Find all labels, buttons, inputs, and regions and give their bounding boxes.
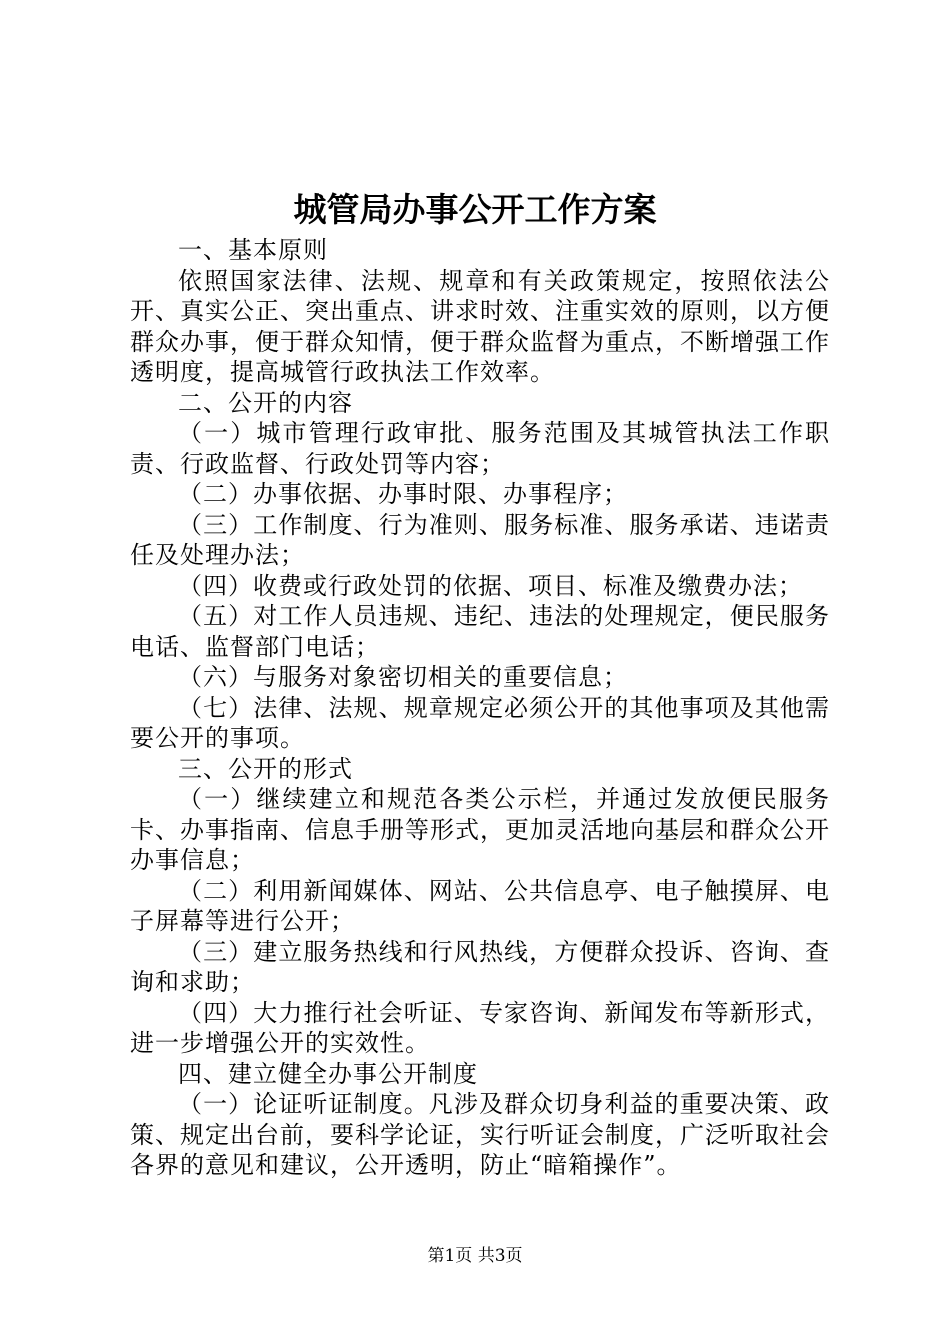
section-heading: 二、公开的内容 [178, 388, 353, 417]
list-item: （六）与服务对象密切相关的重要信息； [178, 663, 628, 691]
paragraph: 依照国家法律、法规、规章和有关政策规定，按照依法公开、真实公正、突出重点、讲求时效、注重实效的原则，以方便群众办事，便于群众知情，便于群众监督为重点，不断增强工作透明度，提高城管行政执法工作效率。 [130, 266, 830, 386]
list-item: （一）城市管理行政审批、服务范围及其城管执法工作职责、行政监督、行政处罚等内容； [130, 419, 830, 478]
list-item: （一）继续建立和规范各类公示栏，并通过发放便民服务卡、办事指南、信息手册等形式，更加灵活地向基层和群众公开办事信息； [130, 785, 830, 874]
section-heading: 一、基本原则 [178, 236, 328, 264]
list-item: （七）法律、法规、规章规定必须公开的其他事项及其他需要公开的事项。 [130, 693, 830, 752]
list-item: （五）对工作人员违规、违纪、违法的处理规定，便民服务电话、监督部门电话； [130, 602, 830, 661]
page-footer: 第1页 共3页 [427, 1246, 523, 1266]
section-heading: 三、公开的形式 [178, 754, 353, 783]
document-title: 城管局办事公开工作方案 [293, 190, 657, 229]
list-item: （三）工作制度、行为准则、服务标准、服务承诺、违诺责任及处理办法； [130, 510, 830, 569]
section-heading: 四、建立健全办事公开制度 [178, 1059, 478, 1088]
list-item: （三）建立服务热线和行风热线，方便群众投诉、咨询、查询和求助； [130, 937, 830, 996]
list-item: （二）利用新闻媒体、网站、公共信息亭、电子触摸屏、电子屏幕等进行公开； [130, 876, 830, 935]
list-item: （一）论证听证制度。凡涉及群众切身利益的重要决策、政策、规定出台前，要科学论证，实行听证会制度，广泛听取社会各界的意见和建议，公开透明，防止“暗箱操作”。 [130, 1090, 830, 1179]
list-item: （四）收费或行政处罚的依据、项目、标准及缴费办法； [178, 571, 803, 600]
document-body [130, 235, 830, 1181]
list-item: （二）办事依据、办事时限、办事程序； [178, 480, 628, 508]
list-item: （四）大力推行社会听证、专家咨询、新闻发布等新形式，进一步增强公开的实效性。 [130, 998, 830, 1057]
